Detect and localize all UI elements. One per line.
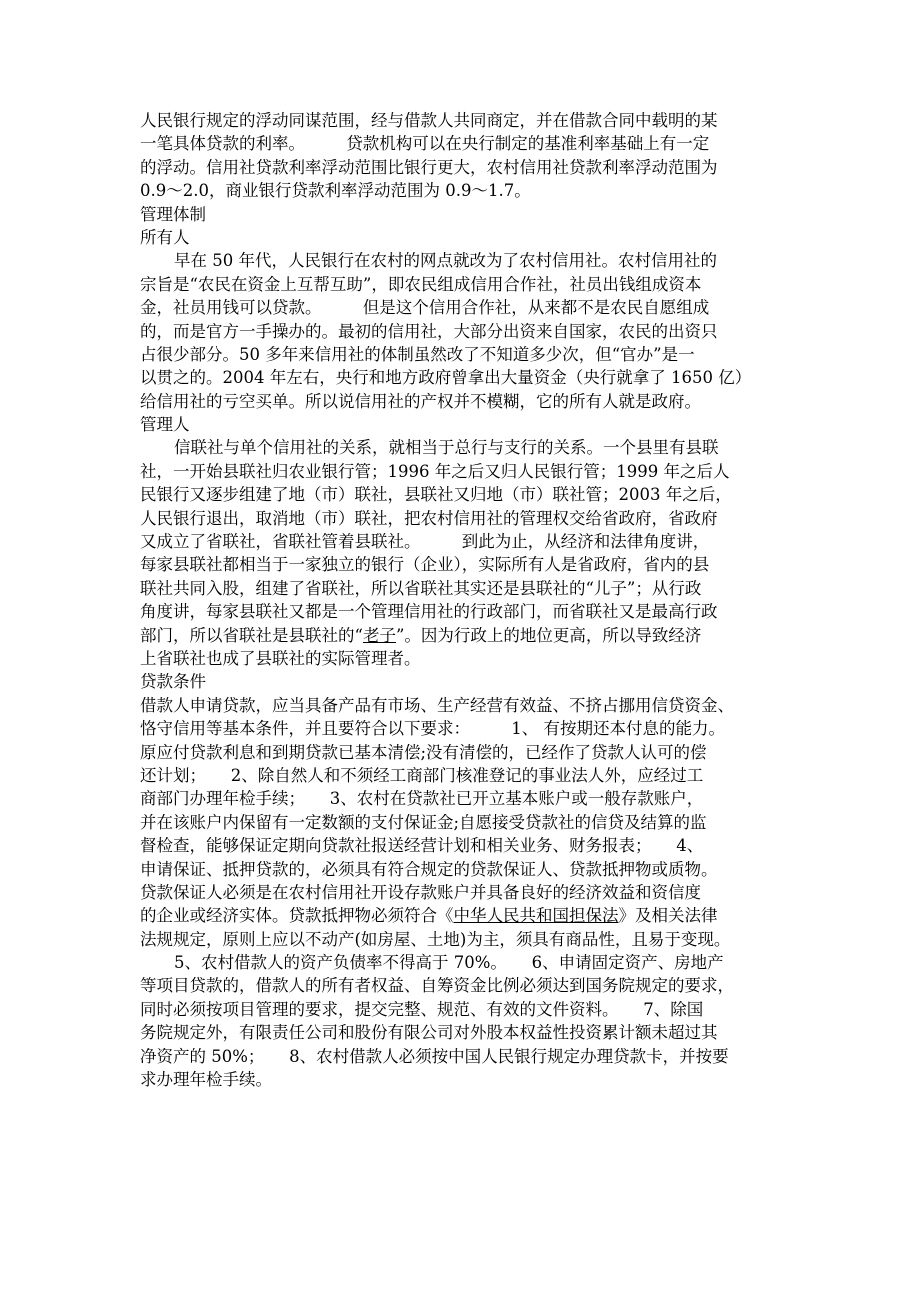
text-line: 信联社与单个信用社的关系，就相当于总行与支行的关系。一个县里有县联: [174, 438, 719, 458]
text-line: 宗旨是“农民在资金上互帮互助”，即农民组成信用合作社，社员出钱组成资本: [140, 274, 702, 294]
text-line: 申请保证、抵押贷款的，必须具有符合规定的贷款保证人、贷款抵押物或质物。: [140, 859, 718, 879]
laozi-link[interactable]: 老子: [362, 625, 396, 645]
text-line: 借款人申请贷款，应当具备产品有市场、生产经营有效益、不挤占挪用信贷资金、: [140, 695, 734, 715]
text-line: 同时必须按项目管理的要求，提交完整、规范、有效的文件资料。 7、除国: [140, 999, 704, 1019]
text-line: 净资产的 50%； 8、农村借款人必须按中国人民银行规定办理贷款卡，并按要: [140, 1046, 729, 1066]
text-line: 角度讲，每家县联社又都是一个管理信用社的行政部门，而省联社又是最高行政: [140, 602, 718, 622]
text-line: 又成立了省联社，省联社管着县联社。 到此为止，从经济和法律角度讲，: [140, 532, 710, 552]
text-line: 恪守信用等基本条件，并且要符合以下要求： 1、 有按期还本付息的能力。: [140, 719, 725, 739]
text-segment: ”。因为行政上的地位更高，所以导致经济: [395, 625, 702, 645]
text-line: 以贯之的。2004 年左右，央行和地方政府曾拿出大量资金（央行就拿了 1650 亿）: [140, 368, 752, 388]
text-line: 每家县联社都相当于一家独立的银行（企业），实际所有人是省政府，省内的县: [140, 555, 710, 575]
text-line: 上省联社也成了县联社的实际管理者。: [140, 648, 421, 668]
text-line: 社，一开始县联社归农业银行管；1996 年之后又归人民银行管；1999 年之后人: [140, 461, 730, 481]
text-line: 等项目贷款的，借款人的所有者权益、自筹资金比例必须达到国务院规定的要求，: [140, 976, 734, 996]
text-line: 还计划； 2、除自然人和不须经工商部门核准登记的事业法人外，应经过工: [140, 765, 704, 785]
section-heading-management: 管理体制: [140, 204, 206, 224]
text-line: 人民银行规定的浮动同谋范围，经与借款人共同商定，并在借款合同中载明的某: [140, 111, 718, 130]
text-line: 5、农村借款人的资产负债率不得高于 70%。 6、申请固定资产、房地产: [174, 953, 724, 973]
document-body: [140, 109, 785, 1091]
text-line: 一笔具体贷款的利率。 贷款机构可以在央行制定的基准利率基础上有一定: [140, 134, 710, 154]
text-line: 金，社员用钱可以贷款。 但是这个信用合作社，从来都不是农民自愿组成: [140, 298, 710, 318]
text-segment: 部门，所以省联社是县联社的“: [140, 625, 363, 645]
text-line: 占很少部分。50 多年来信用社的体制虽然改了不知道多少次，但“官办”是一: [140, 344, 695, 364]
text-line: 并在该账户内保留有一定数额的支付保证金;自愿接受贷款社的信贷及结算的监: [140, 812, 707, 832]
text-line: 原应付贷款利息和到期贷款已基本清偿;没有清偿的，已经作了贷款人认可的偿: [140, 742, 707, 762]
text-line: 民银行又逐步组建了地（市）联社，县联社又归地（市）联社管；2003 年之后，: [140, 485, 732, 505]
text-line: [140, 904, 785, 927]
section-heading-conditions: 贷款条件: [140, 672, 206, 692]
text-line: 法规规定，原则上应以不动产(如房屋、土地)为主，须具有商品性，且易于变现。: [140, 929, 731, 949]
section-heading-owner: 所有人: [140, 227, 190, 247]
text-line: 务院规定外，有限责任公司和股份有限公司对外股本权益性投资累计额未超过其: [140, 1023, 718, 1043]
text-segment: 》及相关法律: [618, 906, 718, 926]
text-line: 早在 50 年代，人民银行在农村的网点就改为了农村信用社。农村信用社的: [174, 251, 717, 271]
text-line: 商部门办理年检手续； 3、农村在贷款社已开立基本账户或一般存款账户，: [140, 789, 704, 809]
text-line: 0.9～2.0，商业银行贷款利率浮动范围为 0.9～1.7。: [140, 181, 531, 201]
text-line: 联社共同入股，组建了省联社，所以省联社其实还是县联社的“儿子”；从行政: [140, 578, 702, 598]
text-line: 贷款保证人必须是在农村信用社开设存款账户并具备良好的经济效益和资信度: [140, 882, 701, 902]
text-line: 的，而是官方一手操办的。最初的信用社，大部分出资来自国家，农民的出资只: [140, 321, 718, 341]
text-segment: 的企业或经济实体。贷款抵押物必须符合《: [140, 906, 454, 926]
text-line: [140, 624, 785, 647]
guarantee-law-link[interactable]: 中华人民共和国担保法: [453, 906, 619, 926]
text-line: 的浮动。信用社贷款利率浮动范围比银行更大，农村信用社贷款利率浮动范围为: [140, 157, 718, 177]
text-line: 求办理年检手续。: [140, 1070, 272, 1090]
text-line: 人民银行退出，取消地（市）联社，把农村信用社的管理权交给省政府，省政府: [140, 508, 718, 528]
section-heading-manager: 管理人: [140, 415, 190, 435]
text-line: 督检查，能够保证定期向贷款社报送经营计划和相关业务、财务报表； 4、: [140, 836, 704, 856]
text-line: 给信用社的亏空买单。所以说信用社的产权并不模糊，它的所有人就是政府。: [140, 391, 701, 411]
